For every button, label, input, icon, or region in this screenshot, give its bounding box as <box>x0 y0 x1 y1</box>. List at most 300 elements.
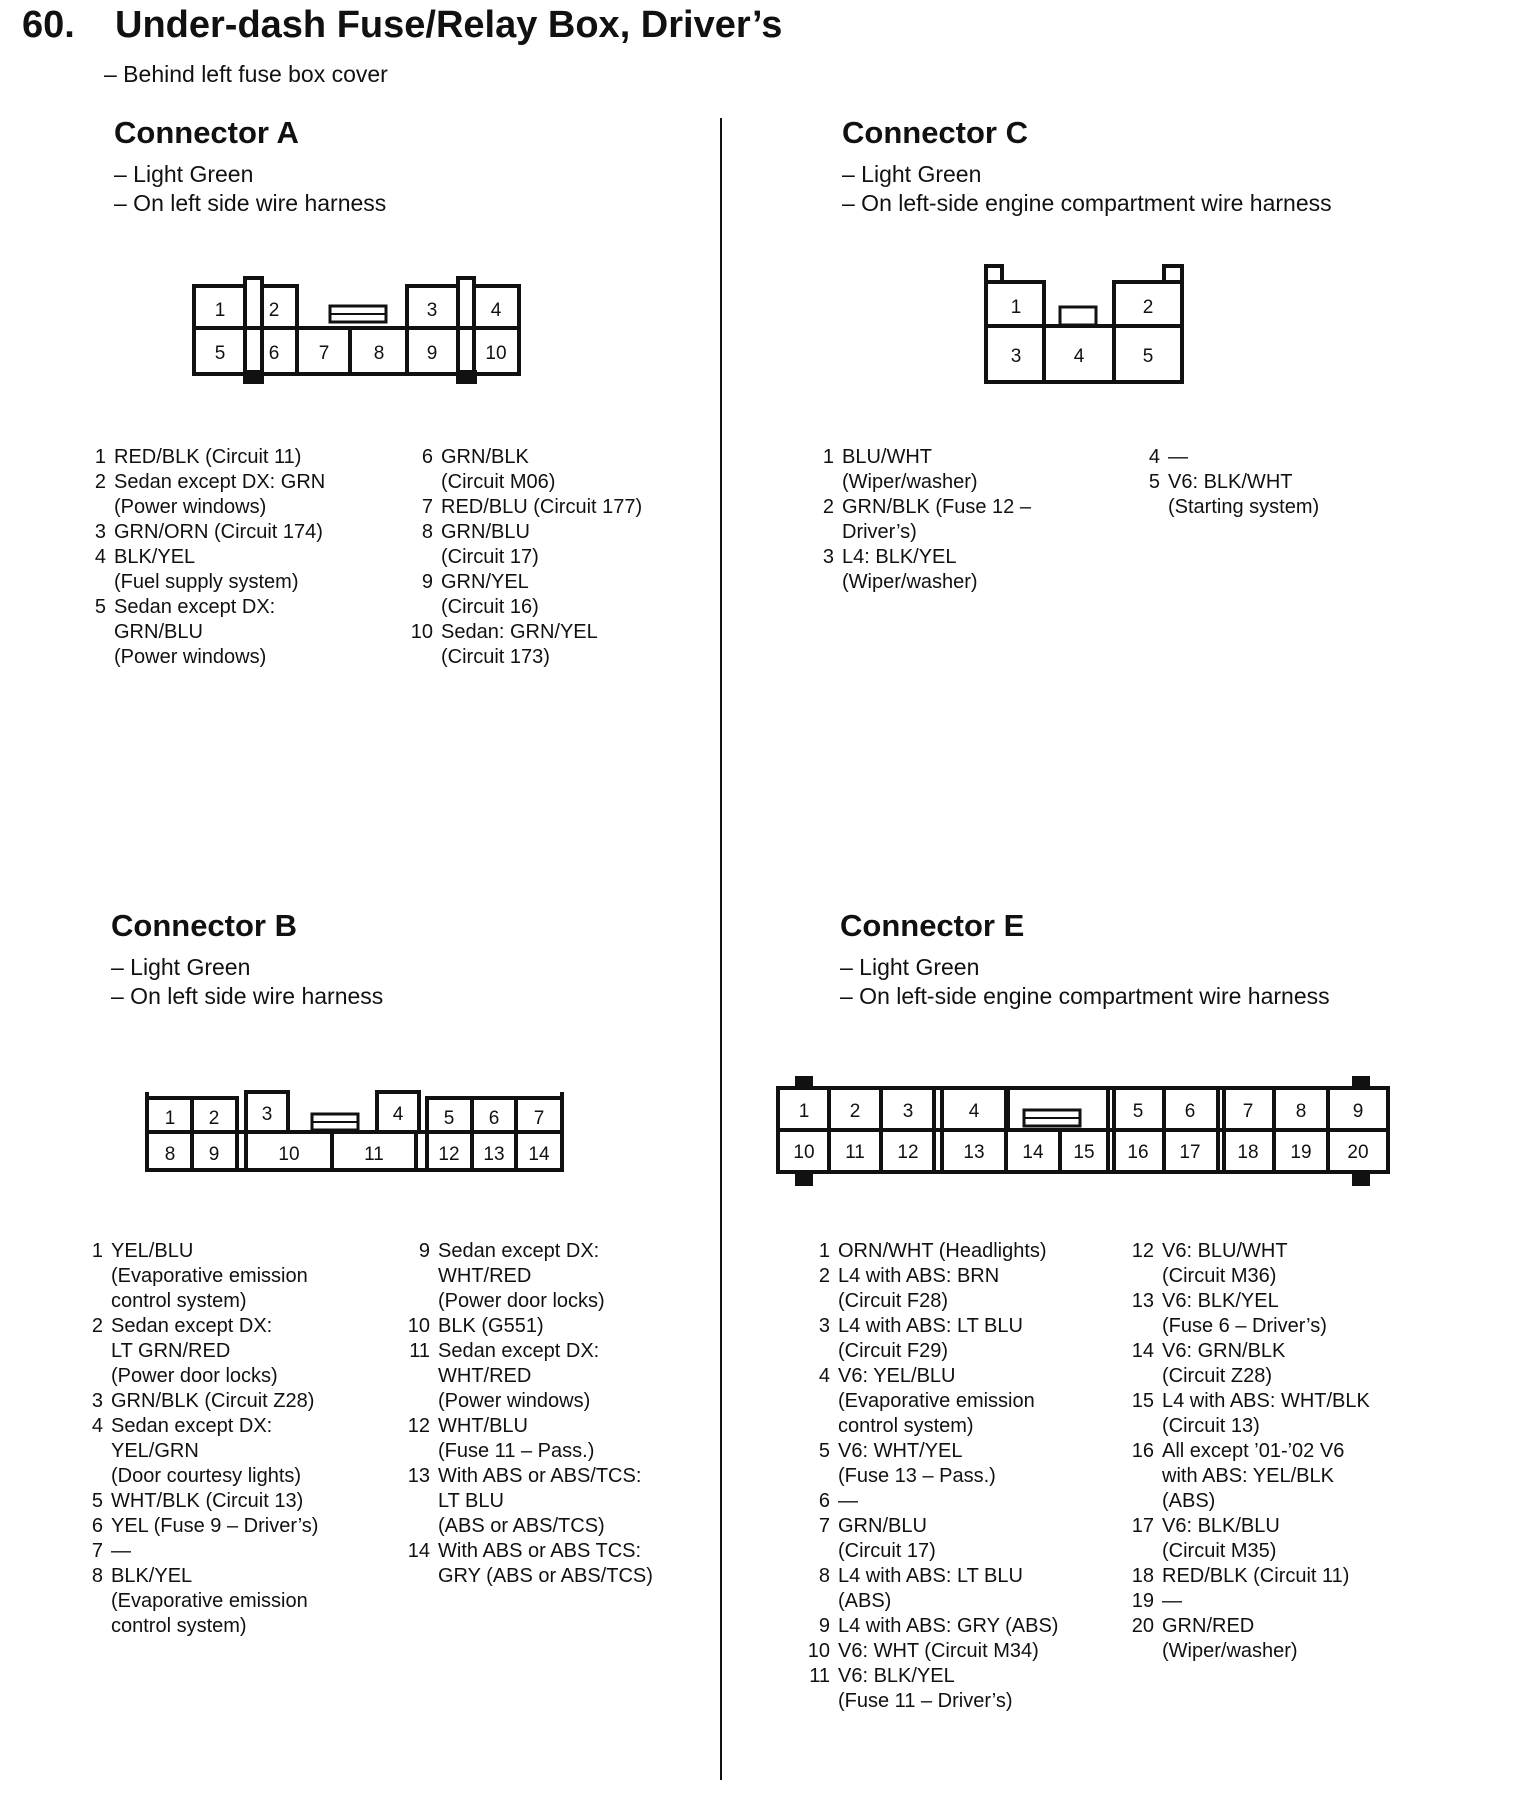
connector-b-pin-1 <box>77 1239 377 1314</box>
pin-description-line: (Circuit 16) <box>441 596 539 618</box>
connector-b-cell-10: 10 <box>278 1144 300 1165</box>
pin-number: 10 <box>807 1640 830 1662</box>
connector-e-pin-13 <box>1128 1289 1428 1339</box>
pin-description <box>441 570 539 620</box>
connector-e-title: Connector E <box>840 908 1025 943</box>
page-title: Under-dash Fuse/Relay Box, Driver’s <box>115 4 783 46</box>
pin-number: 12 <box>1131 1240 1154 1262</box>
pin-description-line: RED/BLU (Circuit 177) <box>441 496 643 518</box>
connector-e-pin-3 <box>804 1314 1104 1364</box>
pin-number: 13 <box>1131 1290 1154 1312</box>
connector-b-color: – Light Green <box>111 954 251 980</box>
pin-description <box>1168 470 1319 520</box>
connector-a-cell-2: 2 <box>268 300 280 321</box>
pin-description-line: Sedan except DX: <box>114 596 276 618</box>
pin-description-line: Sedan except DX: <box>438 1240 600 1262</box>
connector-e-pin-20 <box>1128 1614 1428 1664</box>
pin-description-line: YEL/GRN <box>111 1440 199 1462</box>
connector-a-pin-7 <box>407 495 707 520</box>
pin-description-line: With ABS or ABS/TCS: <box>438 1465 642 1487</box>
pin-number: 5 <box>91 1490 103 1512</box>
connector-e-cell-9: 9 <box>1352 1101 1364 1122</box>
connector-a-cell-10: 10 <box>485 343 507 364</box>
pin-description-line: GRN/BLK (Fuse 12 – <box>842 496 1031 518</box>
pin-description-line: (Power windows) <box>114 646 267 668</box>
pin-number: 19 <box>1131 1590 1154 1612</box>
connector-e-cell-19: 19 <box>1290 1142 1312 1163</box>
column-divider-top <box>720 118 722 1780</box>
connector-e-cell-5: 5 <box>1132 1101 1144 1122</box>
pin-number: 5 <box>818 1440 830 1462</box>
pin-description <box>111 1564 308 1639</box>
connector-b-cell-6: 6 <box>488 1108 500 1129</box>
connector-e-cell-15: 15 <box>1073 1142 1095 1163</box>
connector-b-pin-10 <box>404 1314 704 1339</box>
connector-e-cell-16: 16 <box>1127 1142 1149 1163</box>
connector-c-svg <box>982 262 1192 388</box>
pin-description-line: (Circuit Z28) <box>1162 1365 1273 1387</box>
pin-description <box>441 495 642 520</box>
connector-a-cell-8: 8 <box>373 343 385 364</box>
pin-description-line: Sedan except DX: GRN <box>114 471 326 493</box>
pin-description <box>438 1539 653 1589</box>
pin-description-line: — <box>1168 446 1188 468</box>
connector-b-diagram <box>142 1084 566 1176</box>
connector-c-diagram <box>982 262 1192 388</box>
connector-a-diagram <box>190 272 530 390</box>
connector-a-pin-2 <box>80 470 380 520</box>
pin-description <box>114 545 299 595</box>
pin-number: 3 <box>822 546 834 568</box>
pin-description-line: LT GRN/RED <box>111 1340 231 1362</box>
connector-a-pin-1 <box>80 445 380 470</box>
connector-b-description <box>111 953 383 1011</box>
connector-e-pin-17 <box>1128 1514 1428 1564</box>
pin-description-line: (ABS) <box>1162 1490 1216 1512</box>
connector-c-cell-3: 3 <box>1010 346 1022 367</box>
pin-description <box>111 1314 278 1389</box>
pin-number: 7 <box>421 496 433 518</box>
connector-b-pin-5 <box>77 1489 377 1514</box>
pin-description <box>838 1439 996 1489</box>
connector-e-cell-6: 6 <box>1184 1101 1196 1122</box>
pin-description <box>438 1414 594 1464</box>
pin-description <box>842 445 978 495</box>
connector-b-title: Connector B <box>111 908 297 943</box>
pin-description-line: BLK (G551) <box>438 1315 544 1337</box>
connector-e-pins-col2 <box>1128 1239 1428 1664</box>
pin-number: 7 <box>818 1515 830 1537</box>
connector-b-pin-8 <box>77 1564 377 1639</box>
pin-number: 8 <box>818 1565 830 1587</box>
pin-description-line: (Power door locks) <box>111 1365 278 1387</box>
pin-description-line: V6: BLK/YEL <box>1162 1290 1279 1312</box>
connector-b-pin-13 <box>404 1464 704 1539</box>
connector-e-color: – Light Green <box>840 954 980 980</box>
pin-description-line: — <box>111 1540 131 1562</box>
connector-e-pin-7 <box>804 1514 1104 1564</box>
connector-b-pins-col1 <box>77 1239 377 1639</box>
pin-description-line: (Circuit M35) <box>1162 1540 1277 1562</box>
pin-description <box>438 1339 599 1414</box>
connector-b-pin-14 <box>404 1539 704 1589</box>
pin-number: 17 <box>1131 1515 1154 1537</box>
pin-number: 2 <box>818 1265 830 1287</box>
pin-description-line: All except ’01-’02 V6 <box>1162 1440 1345 1462</box>
pin-number: 11 <box>409 1340 430 1362</box>
pin-description <box>842 545 978 595</box>
pin-description <box>114 445 301 470</box>
pin-number: 15 <box>1131 1390 1154 1412</box>
pin-description-line: L4 with ABS: WHT/BLK <box>1162 1390 1370 1412</box>
pin-number: 3 <box>818 1315 830 1337</box>
pin-description <box>838 1314 1023 1364</box>
pin-description <box>842 495 1031 545</box>
pin-description <box>1162 1564 1349 1589</box>
pin-number: 9 <box>421 571 433 593</box>
pin-description-line: RED/BLK (Circuit 11) <box>1162 1565 1350 1587</box>
connector-a-cell-9: 9 <box>426 343 438 364</box>
pin-description-line: With ABS or ABS TCS: <box>438 1540 642 1562</box>
pin-description <box>838 1264 999 1314</box>
pin-description <box>1162 1339 1285 1389</box>
connector-c-location: – On left-side engine compartment wire harness <box>842 190 1332 216</box>
pin-description-line: (ABS or ABS/TCS) <box>438 1515 605 1537</box>
pin-description-line: GRN/BLK <box>441 446 529 468</box>
connector-a-description <box>114 160 386 218</box>
pin-number: 10 <box>410 621 433 643</box>
connector-b-pin-12 <box>404 1414 704 1464</box>
connector-e-pin-5 <box>804 1439 1104 1489</box>
connector-e-diagram <box>774 1074 1394 1188</box>
pin-description-line: GRN/BLU <box>114 621 203 643</box>
connector-c-pin-3 <box>808 545 1108 595</box>
pin-number: 2 <box>822 496 834 518</box>
connector-e-cell-2: 2 <box>849 1101 861 1122</box>
pin-description-line: (Circuit F29) <box>838 1340 949 1362</box>
connector-e-pin-12 <box>1128 1239 1428 1289</box>
connector-e-cell-12: 12 <box>897 1142 919 1163</box>
pin-number: 11 <box>809 1665 830 1687</box>
pin-description <box>838 1564 1023 1614</box>
pin-description-line: — <box>838 1490 858 1512</box>
connector-b-pin-2 <box>77 1314 377 1389</box>
pin-number: 5 <box>1148 471 1160 493</box>
pin-description <box>438 1314 544 1339</box>
connector-e-location: – On left-side engine compartment wire harness <box>840 983 1330 1009</box>
pin-description-line: control system) <box>111 1615 247 1637</box>
connector-e-pin-18 <box>1128 1564 1428 1589</box>
pin-description-line: GRN/ORN (Circuit 174) <box>114 521 323 543</box>
pin-description-line: V6: YEL/BLU <box>838 1365 956 1387</box>
connector-a-pins-col2 <box>407 445 707 670</box>
pin-number: 1 <box>91 1240 103 1262</box>
pin-number: 4 <box>94 546 106 568</box>
pin-description-line: V6: WHT/YEL <box>838 1440 963 1462</box>
pin-description <box>114 595 275 670</box>
pin-number: 1 <box>818 1240 830 1262</box>
pin-description <box>838 1489 858 1514</box>
connector-e-pin-19 <box>1128 1589 1428 1614</box>
connector-c-pin-2 <box>808 495 1108 545</box>
connector-a-cell-3: 3 <box>426 300 438 321</box>
pin-description-line: L4 with ABS: LT BLU <box>838 1565 1023 1587</box>
connector-c-title: Connector C <box>842 115 1028 150</box>
pin-description-line: GRY (ABS or ABS/TCS) <box>438 1565 653 1587</box>
connector-e-cell-18: 18 <box>1237 1142 1259 1163</box>
connector-a-pin-9 <box>407 570 707 620</box>
pin-description-line: BLU/WHT <box>842 446 932 468</box>
connector-e-cell-7: 7 <box>1242 1101 1254 1122</box>
connector-e-pin-6 <box>804 1489 1104 1514</box>
pin-description-line: (Evaporative emission <box>111 1265 308 1287</box>
pin-description-line: control system) <box>838 1415 974 1437</box>
connector-e-description <box>840 953 1330 1011</box>
connector-a-svg <box>190 272 530 390</box>
connector-e-pin-8 <box>804 1564 1104 1614</box>
connector-c-cell-2: 2 <box>1142 297 1154 318</box>
pin-description-line: L4 with ABS: BRN <box>838 1265 1000 1287</box>
pin-description <box>111 1414 301 1489</box>
connector-a-pins-col1 <box>80 445 380 670</box>
connector-b-cell-9: 9 <box>208 1144 220 1165</box>
pin-description <box>838 1664 1013 1714</box>
pin-description-line: GRN/BLU <box>838 1515 927 1537</box>
pin-description-line: V6: GRN/BLK <box>1162 1340 1286 1362</box>
pin-number: 4 <box>1148 446 1160 468</box>
connector-b-pins-col2 <box>404 1239 704 1589</box>
pin-description <box>838 1239 1047 1264</box>
pin-description-line: (Power windows) <box>114 496 267 518</box>
connector-c-pin-4 <box>1134 445 1434 470</box>
connector-a-pin-6 <box>407 445 707 495</box>
pin-description-line: (Circuit 13) <box>1162 1415 1260 1437</box>
pin-description-line: (Wiper/washer) <box>1162 1640 1298 1662</box>
connector-c-pin-5 <box>1134 470 1434 520</box>
pin-description <box>438 1464 641 1539</box>
pin-description <box>111 1389 314 1414</box>
connector-e-pin-9 <box>804 1614 1104 1639</box>
connector-e-cell-4: 4 <box>968 1101 980 1122</box>
pin-description-line: (Circuit F28) <box>838 1290 949 1312</box>
pin-description <box>1168 445 1188 470</box>
connector-b-pin-3 <box>77 1389 377 1414</box>
pin-number: 6 <box>421 446 433 468</box>
pin-description-line: V6: WHT (Circuit M34) <box>838 1640 1039 1662</box>
pin-description-line: control system) <box>111 1290 247 1312</box>
connector-c-pins-col1 <box>808 445 1108 595</box>
pin-description <box>838 1614 1058 1639</box>
connector-a-pin-3 <box>80 520 380 545</box>
connector-e-cell-8: 8 <box>1295 1101 1307 1122</box>
pin-description-line: LT BLU <box>438 1490 504 1512</box>
pin-description-line: YEL (Fuse 9 – Driver’s) <box>111 1515 319 1537</box>
connector-a-cell-7: 7 <box>318 343 330 364</box>
pin-description-line: (Door courtesy lights) <box>111 1465 302 1487</box>
pin-description-line: BLK/YEL <box>114 546 196 568</box>
connector-a-cell-4: 4 <box>490 300 502 321</box>
connector-c-pins-col2 <box>1134 445 1434 520</box>
pin-description-line: (Evaporative emission <box>111 1590 308 1612</box>
pin-description-line: (Circuit 17) <box>838 1540 936 1562</box>
pin-description-line: Sedan except DX: <box>111 1315 273 1337</box>
pin-number: 3 <box>91 1390 103 1412</box>
pin-description <box>838 1514 936 1564</box>
connector-e-cell-3: 3 <box>902 1101 914 1122</box>
page-number: 60. <box>22 4 75 46</box>
connector-b-cell-1: 1 <box>164 1108 176 1129</box>
pin-number: 9 <box>818 1615 830 1637</box>
pin-description-line: (Starting system) <box>1168 496 1320 518</box>
pin-number: 7 <box>91 1540 103 1562</box>
pin-description <box>838 1364 1035 1439</box>
pin-description <box>1162 1589 1182 1614</box>
connector-e-cell-1: 1 <box>798 1101 810 1122</box>
pin-description-line: with ABS: YEL/BLK <box>1162 1465 1334 1487</box>
pin-description <box>1162 1514 1280 1564</box>
pin-description <box>1162 1239 1288 1289</box>
connector-e-cell-20: 20 <box>1347 1142 1369 1163</box>
pin-description-line: YEL/BLU <box>111 1240 194 1262</box>
connector-e-cell-14: 14 <box>1022 1142 1044 1163</box>
pin-description-line: V6: BLK/YEL <box>838 1665 955 1687</box>
pin-description <box>1162 1389 1370 1439</box>
connector-a-title: Connector A <box>114 115 299 150</box>
pin-number: 13 <box>407 1465 430 1487</box>
connector-a-cell-6: 6 <box>268 343 280 364</box>
pin-description-line: (ABS) <box>838 1590 892 1612</box>
pin-description <box>111 1514 318 1539</box>
connector-a-cell-5: 5 <box>214 343 226 364</box>
pin-description-line: WHT/RED <box>438 1265 532 1287</box>
connector-b-cell-5: 5 <box>443 1108 455 1129</box>
pin-number: 10 <box>407 1315 430 1337</box>
connector-e-pin-4 <box>804 1364 1104 1439</box>
connector-c-cell-5: 5 <box>1142 346 1154 367</box>
pin-description-line: (Evaporative emission <box>838 1390 1035 1412</box>
connector-b-cell-2: 2 <box>208 1108 220 1129</box>
pin-description-line: GRN/RED <box>1162 1615 1255 1637</box>
connector-b-cell-4: 4 <box>392 1104 404 1125</box>
pin-number: 14 <box>1131 1340 1154 1362</box>
connector-b-pin-11 <box>404 1339 704 1414</box>
pin-description-line: (Circuit 17) <box>441 546 539 568</box>
pin-description-line: WHT/BLK (Circuit 13) <box>111 1490 304 1512</box>
connector-b-pin-4 <box>77 1414 377 1489</box>
pin-description-line: (Power door locks) <box>438 1290 605 1312</box>
pin-description-line: ORN/WHT (Headlights) <box>838 1240 1047 1262</box>
pin-number: 20 <box>1131 1615 1154 1637</box>
pin-number: 9 <box>418 1240 430 1262</box>
pin-number: 3 <box>94 521 106 543</box>
pin-description <box>441 520 539 570</box>
pin-description <box>1162 1439 1344 1514</box>
pin-description-line: WHT/RED <box>438 1365 532 1387</box>
connector-a-color: – Light Green <box>114 161 254 187</box>
connector-e-pins-col1 <box>804 1239 1104 1714</box>
pin-number: 14 <box>407 1540 430 1562</box>
pin-description <box>1162 1614 1298 1664</box>
pin-number: 8 <box>91 1565 103 1587</box>
pin-description-line: Sedan except DX: <box>111 1415 273 1437</box>
connector-a-pin-5 <box>80 595 380 670</box>
pin-description-line: WHT/BLU <box>438 1415 528 1437</box>
pin-description-line: (Fuse 11 – Pass.) <box>438 1440 595 1462</box>
connector-a-pin-4 <box>80 545 380 595</box>
connector-b-cell-8: 8 <box>164 1144 176 1165</box>
connector-c-description <box>842 160 1332 218</box>
connector-e-pin-16 <box>1128 1439 1428 1514</box>
pin-description <box>111 1239 308 1314</box>
pin-number: 1 <box>822 446 834 468</box>
connector-e-pin-15 <box>1128 1389 1428 1439</box>
pin-number: 4 <box>91 1415 103 1437</box>
connector-e-pin-14 <box>1128 1339 1428 1389</box>
pin-description-line: L4: BLK/YEL <box>842 546 957 568</box>
pin-description-line: (Power windows) <box>438 1390 591 1412</box>
pin-number: 2 <box>94 471 106 493</box>
connector-c-cell-1: 1 <box>1010 297 1022 318</box>
pin-description-line: (Fuse 11 – Driver’s) <box>838 1690 1013 1712</box>
pin-description-line: — <box>1162 1590 1182 1612</box>
pin-description-line: BLK/YEL <box>111 1565 193 1587</box>
pin-description-line: GRN/YEL <box>441 571 529 593</box>
connector-b-pin-9 <box>404 1239 704 1314</box>
pin-description <box>838 1639 1039 1664</box>
connector-e-cell-11: 11 <box>845 1142 865 1163</box>
pin-description-line: GRN/BLK (Circuit Z28) <box>111 1390 315 1412</box>
pin-description-line: (Fuel supply system) <box>114 571 299 593</box>
connector-a-cell-1: 1 <box>214 300 226 321</box>
connector-a-location: – On left side wire harness <box>114 190 387 216</box>
pin-description <box>114 470 325 520</box>
connector-e-cell-10: 10 <box>793 1142 815 1163</box>
pin-description <box>111 1489 303 1514</box>
pin-description-line: Sedan: GRN/YEL <box>441 621 598 643</box>
pin-number: 5 <box>94 596 106 618</box>
pin-number: 12 <box>407 1415 430 1437</box>
pin-number: 6 <box>818 1490 830 1512</box>
connector-e-cell-17: 17 <box>1179 1142 1201 1163</box>
pin-description-line: (Circuit M06) <box>441 471 556 493</box>
pin-description-line: L4 with ABS: LT BLU <box>838 1315 1023 1337</box>
connector-b-cell-3: 3 <box>261 1104 273 1125</box>
pin-number: 8 <box>421 521 433 543</box>
connector-e-pin-2 <box>804 1264 1104 1314</box>
pin-number: 2 <box>91 1315 103 1337</box>
pin-description-line: V6: BLU/WHT <box>1162 1240 1288 1262</box>
pin-description-line: (Wiper/washer) <box>842 571 978 593</box>
connector-b-cell-7: 7 <box>533 1108 545 1129</box>
connector-b-location: – On left side wire harness <box>111 983 384 1009</box>
connector-e-pin-1 <box>804 1239 1104 1264</box>
connector-c-pin-1 <box>808 445 1108 495</box>
pin-description-line: (Circuit M36) <box>1162 1265 1277 1287</box>
pin-number: 6 <box>91 1515 103 1537</box>
connector-e-svg <box>774 1074 1394 1188</box>
pin-description-line: RED/BLK (Circuit 11) <box>114 446 302 468</box>
pin-description-line: V6: BLK/BLU <box>1162 1515 1280 1537</box>
connector-c-color: – Light Green <box>842 161 982 187</box>
connector-b-cell-13: 13 <box>483 1144 505 1165</box>
pin-description-line: GRN/BLU <box>441 521 530 543</box>
pin-description <box>114 520 323 545</box>
pin-description-line: V6: BLK/WHT <box>1168 471 1293 493</box>
connector-e-pin-11 <box>804 1664 1104 1714</box>
pin-description-line: Sedan except DX: <box>438 1340 600 1362</box>
pin-description <box>438 1239 605 1314</box>
connector-b-svg <box>142 1084 566 1176</box>
